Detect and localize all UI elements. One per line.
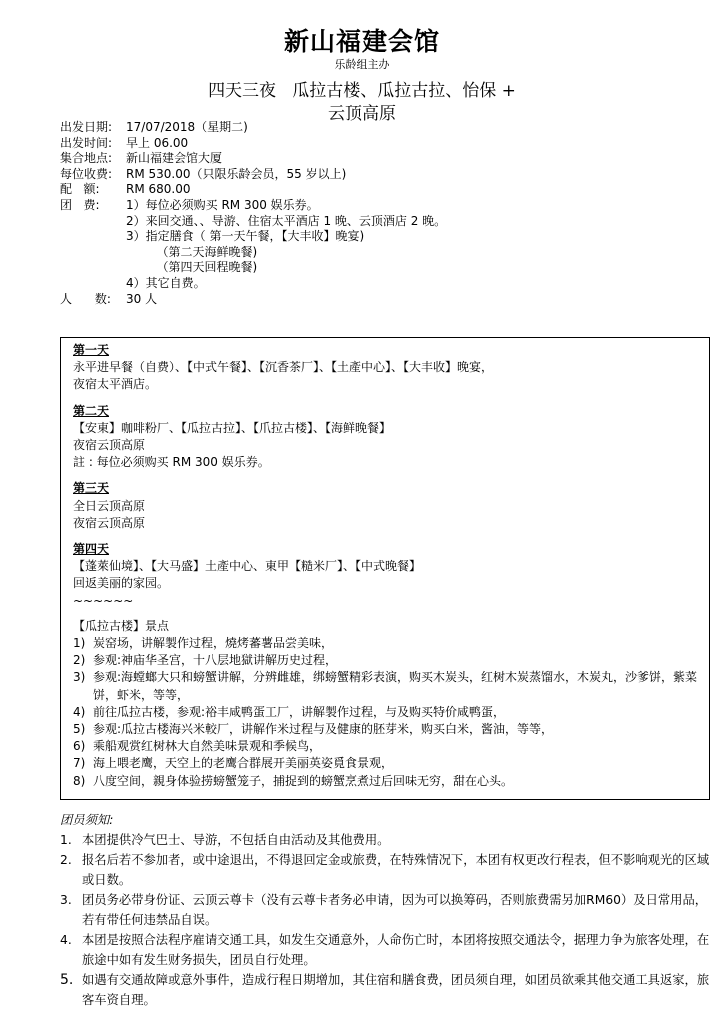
info-value: 1）每位必须购买 RM 300 娱乐券。	[126, 197, 319, 212]
note-number: 4.	[60, 933, 72, 947]
day-4-line: 【蓬萊仙境】、【大马盛】土產中心、東甲【糙米厂】、【中式晚餐】	[73, 559, 422, 574]
note-text: 如遇有交通故障或意外事件，造成行程日期增加，其住宿和膳食费，团员须自理，如团员欲乘其他交通工具返家，旅客车资自理。	[82, 973, 710, 1007]
info-value: RM 680.00	[126, 182, 191, 197]
spot-text: 参观:海螳螂大只和螃蟹讲解，分辨雌雄，绑螃蟹精彩表演，购买木炭头，红树木炭蒸馏水，木炭丸，沙爹饼，紫菜饼，虾米，等等，	[93, 670, 698, 702]
spot-number: 2)	[73, 653, 86, 668]
note-item	[60, 890, 710, 930]
info-label: 出发时间:	[60, 135, 113, 150]
note-item	[60, 830, 710, 850]
day-3-line: 夜宿云顶高原	[73, 515, 146, 530]
spot-text: 炭窑场，讲解製作过程，燒烤蕃薯品尝美味，	[93, 636, 334, 651]
info-row-fee	[60, 198, 700, 214]
day-3-line: 全日云顶高原	[73, 498, 146, 513]
member-notes	[60, 810, 710, 1010]
day-4-line: 回返美丽的家园。	[73, 576, 170, 591]
info-row-time	[60, 136, 700, 152]
info-row-quota	[60, 182, 700, 198]
spot-item	[73, 773, 699, 790]
info-label: 配 额:	[60, 182, 100, 197]
spots-heading: 【瓜拉古楼】景点	[73, 618, 170, 633]
spot-number: 8)	[73, 773, 86, 788]
info-value: 17/07/2018（星期二)	[126, 120, 248, 134]
spot-number: 4)	[73, 704, 86, 719]
day-4-heading: 第四天	[73, 542, 110, 557]
spot-number: 7)	[73, 756, 86, 771]
spot-text: 前往瓜拉古楼，参观:裕丰咸鸭蛋工厂，讲解製作过程，与及购买特价咸鸭蛋，	[93, 704, 506, 719]
fee-item: 3）指定膳食（ 第一天午餐，【大丰收】晚宴)	[126, 229, 365, 244]
spot-text: 乘船观赏红树林大自然美味景观和季候鸟，	[93, 739, 322, 754]
day-2-line: 【安東】咖啡粉厂、【瓜拉古拉】、【爪拉古楼】、【海鲜晚餐】	[73, 420, 392, 435]
spot-item	[73, 755, 699, 772]
day-3-heading: 第三天	[73, 481, 110, 496]
spot-number: 3)	[73, 670, 86, 685]
fee-item: 4）其它自费。	[126, 275, 206, 290]
info-value: 早上 06.00	[126, 135, 189, 150]
note-item	[60, 930, 710, 970]
info-value: 30 人	[126, 291, 158, 306]
spot-text: 参观:瓜拉古楼海兴米較厂，讲解作米过程与及健康的胚芽米，购买白米，酱油，等等，	[93, 722, 554, 737]
info-row-headcount	[60, 292, 700, 308]
note-text: 团员务必带身份证、云顶云尊卡（没有云尊卡者务必申请，因为可以换筹码，否则旅费需另加RM60）及日常用品，若有带任何违禁品自误。	[82, 893, 708, 927]
day-1-line: 夜宿太平酒店。	[73, 377, 158, 392]
trip-title-line-2: 云顶高原	[328, 104, 396, 124]
spot-text: 参观:神庙华圣宫，十八层地獄讲解历史过程，	[93, 653, 338, 668]
spot-item	[73, 704, 699, 721]
note-number: 3.	[60, 893, 72, 907]
spot-number: 1)	[73, 636, 86, 651]
info-row-price	[60, 167, 700, 183]
spot-number: 5)	[73, 722, 86, 737]
note-text: 本团是按照合法程序雇请交通工具，如发生交通意外，人命伤亡时，本团将按照交通法令，据理力争为旅客处理，在旅途中如有发生财务损失，团员自行处理。	[82, 933, 710, 967]
spot-item	[73, 635, 699, 652]
day-2-heading: 第二天	[73, 403, 110, 418]
note-item	[60, 850, 710, 890]
trip-info	[60, 120, 700, 307]
note-number: 1.	[60, 833, 72, 847]
notes-heading: 团员须知:	[60, 813, 114, 827]
day-1-line: 永平进早餐（自费）、【中式午餐】、【沉香茶厂】、【土產中心】、【大丰收】晚宴，	[73, 360, 494, 375]
info-label: 人 数:	[60, 291, 111, 306]
fee-item: （第二天海鲜晚餐)	[126, 244, 258, 259]
fee-item: （第四天回程晚餐)	[126, 260, 258, 275]
spot-item	[73, 652, 699, 669]
day-2-line: 註 : 每位必须购买 RM 300 娱乐券。	[73, 455, 270, 470]
note-number: 5.	[60, 972, 74, 988]
trip-title-line-1: 四天三夜 瓜拉古楼、瓜拉古拉、怡保 +	[208, 81, 516, 101]
info-value: 新山福建会馆大厦	[126, 151, 223, 166]
itinerary-box	[60, 337, 710, 800]
page-title: 新山福建会馆	[283, 27, 440, 56]
info-label: 出发日期:	[60, 120, 113, 134]
spot-text: 八度空间，親身体验捞螃蟹笼子，捕捉到的螃蟹烹煮过后回味无穷，甜在心头。	[93, 773, 514, 788]
spot-number: 6)	[73, 739, 86, 754]
fee-item: 2）来回交通、、导游、住宿太平酒店 1 晚、云顶酒店 2 晚。	[126, 213, 447, 228]
info-label: 集合地点:	[60, 151, 113, 166]
day-4-line: ~~~~~~	[73, 593, 134, 608]
spot-text: 海上喂老鹰，天空上的老鹰合群展开美丽英姿覓食景观，	[93, 756, 394, 771]
day-1-heading: 第一天	[73, 343, 110, 357]
info-row-date	[60, 120, 700, 136]
organizer-line: 乐龄组主办	[334, 58, 390, 71]
note-number: 2.	[60, 853, 72, 867]
spot-item	[73, 669, 699, 703]
day-2-line: 夜宿云顶高原	[73, 438, 146, 453]
note-text: 本团提供冷气巴士、导游，不包括自由活动及其他费用。	[82, 833, 390, 847]
note-text: 报名后若不参加者，或中途退出，不得退回定金或旅费，在特殊情况下，本团有权更改行程表，但不影响观光的区域或日数。	[82, 853, 710, 887]
info-row-meeting-point	[60, 151, 700, 167]
spot-item	[73, 721, 699, 738]
info-value: RM 530.00（只限乐龄会员，55 岁以上)	[126, 166, 347, 181]
info-label: 团 费:	[60, 197, 100, 212]
spot-item	[73, 738, 699, 755]
note-item	[60, 970, 710, 1010]
info-label: 每位收费:	[60, 166, 113, 181]
